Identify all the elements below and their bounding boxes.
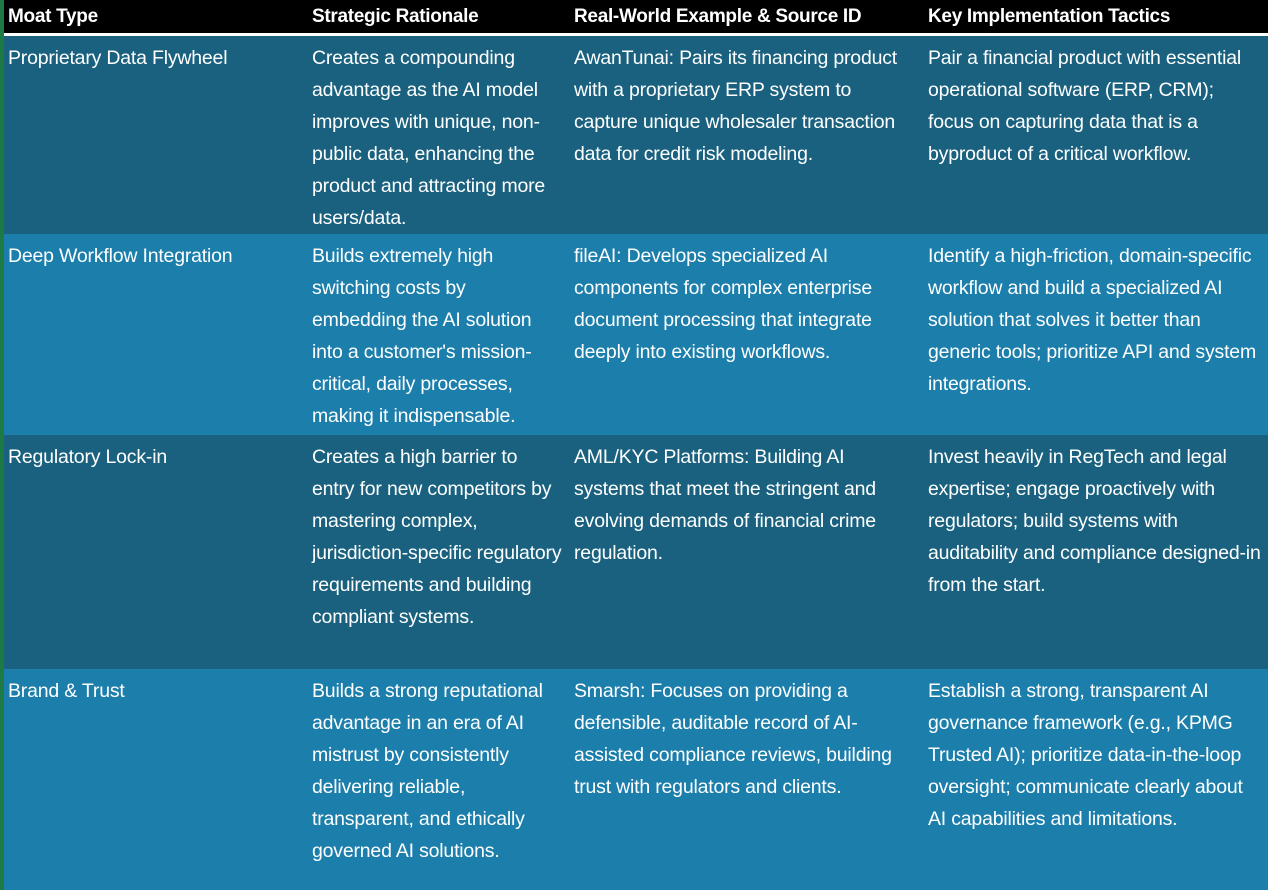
cell-strategic-rationale[interactable]: Creates a high barrier to entry for new competitors by mastering complex, jurisdiction-specific regulatory requirements and building compliant systems. xyxy=(308,435,570,669)
cell-implementation-tactics[interactable]: Identify a high-friction, domain-specific workflow and build a specialized AI solution that solves it better than generic tools; prioritize API and system integrations. xyxy=(924,234,1268,435)
header-real-world-example[interactable]: Real-World Example & Source ID xyxy=(570,0,924,35)
cell-strategic-rationale[interactable]: Builds extremely high switching costs by embedding the AI solution into a customer's mission-critical, daily processes, making it indispensable. xyxy=(308,234,570,435)
cell-real-world-example[interactable]: Smarsh: Focuses on providing a defensible, auditable record of AI-assisted compliance reviews, building trust with regulators and clients. xyxy=(570,669,924,890)
cell-moat-type[interactable]: Brand & Trust xyxy=(4,669,308,890)
header-moat-type[interactable]: Moat Type xyxy=(4,0,308,35)
table-row xyxy=(4,35,1268,235)
header-key-implementation-tactics[interactable]: Key Implementation Tactics xyxy=(924,0,1268,35)
table-row xyxy=(4,669,1268,890)
cell-real-world-example[interactable]: AML/KYC Platforms: Building AI systems that meet the stringent and evolving demands of financial crime regulation. xyxy=(570,435,924,669)
moat-strategy-table xyxy=(4,0,1268,890)
header-strategic-rationale[interactable]: Strategic Rationale xyxy=(308,0,570,35)
cell-implementation-tactics[interactable]: Pair a financial product with essential operational software (ERP, CRM); focus on capturing data that is a byproduct of a critical workflow. xyxy=(924,35,1268,235)
cell-strategic-rationale[interactable]: Builds a strong reputational advantage in an era of AI mistrust by consistently delivering reliable, transparent, and ethically governed AI solutions. xyxy=(308,669,570,890)
cell-moat-type[interactable]: Deep Workflow Integration xyxy=(4,234,308,435)
table-row xyxy=(4,435,1268,669)
cell-real-world-example[interactable]: AwanTunai: Pairs its financing product with a proprietary ERP system to capture unique wholesaler transaction data for credit risk modeling. xyxy=(570,35,924,235)
cell-moat-type[interactable]: Regulatory Lock-in xyxy=(4,435,308,669)
cell-implementation-tactics[interactable]: Invest heavily in RegTech and legal expertise; engage proactively with regulators; build systems with auditability and compliance designed-in from the start. xyxy=(924,435,1268,669)
cell-strategic-rationale[interactable]: Creates a compounding advantage as the AI model improves with unique, non-public data, enhancing the product and attracting more users/data. xyxy=(308,35,570,235)
table-row xyxy=(4,234,1268,435)
cell-implementation-tactics[interactable]: Establish a strong, transparent AI governance framework (e.g., KPMG Trusted AI); prioritize data-in-the-loop oversight; communicate clearly about AI capabilities and limitations. xyxy=(924,669,1268,890)
cell-moat-type[interactable]: Proprietary Data Flywheel xyxy=(4,35,308,235)
header-row xyxy=(4,0,1268,35)
cell-real-world-example[interactable]: fileAI: Develops specialized AI components for complex enterprise document processing that integrate deeply into existing workflows. xyxy=(570,234,924,435)
